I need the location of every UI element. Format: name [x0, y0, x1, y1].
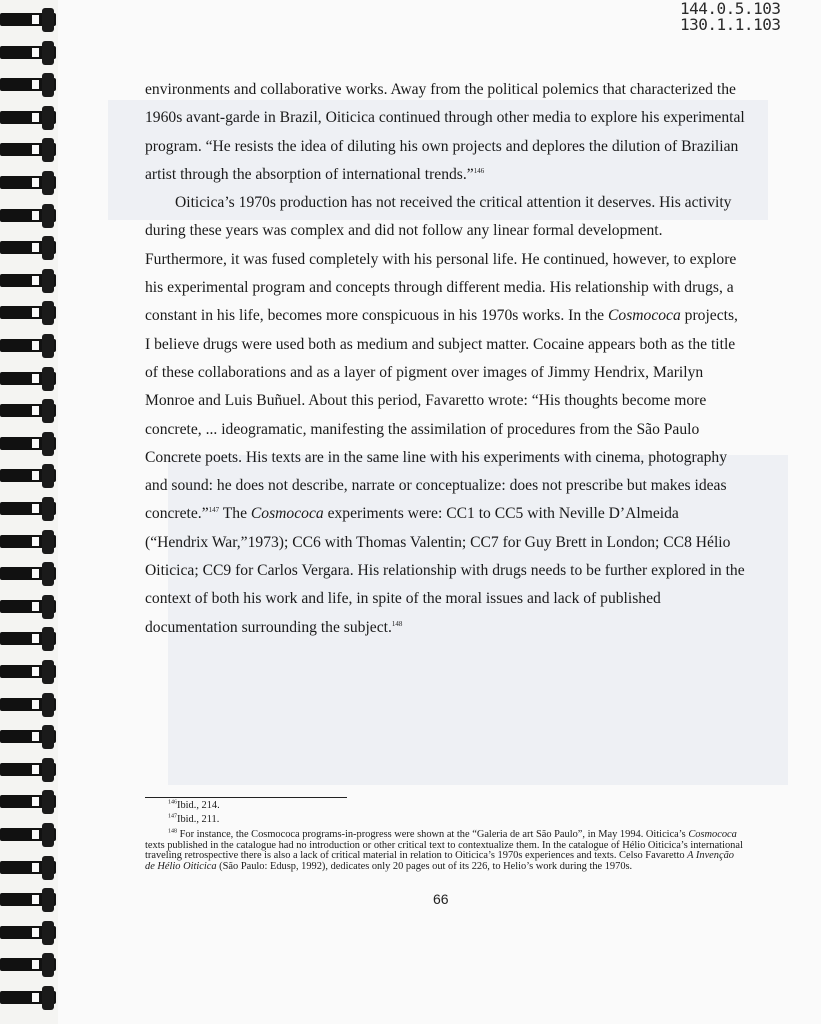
binding-ring — [0, 204, 62, 226]
binding-ring — [0, 660, 62, 682]
accession-number — [680, 1, 780, 33]
binding-ring — [0, 73, 62, 95]
binding-ring — [0, 106, 62, 128]
binding-ring — [0, 41, 62, 63]
binding-ring — [0, 856, 62, 878]
binding-ring — [0, 236, 62, 258]
footnote-148: $^{148}$ For instance, the Cosmococa programs-in-progress were shown at the “Galeria de art São Paulo”, in May 1994. Oiticica’s Cosmococa texts published in the catalogue had no introduction or other critical text to contextualize them. In the catalogue of Hélio Oiticica’s international traveling retrospective there is also a lack of critical material in relation to Oiticica’s 1970s experiences and texts. Celso Favaretto A Invenção de Hélio Oiticica (São Paulo: Edusp, 1992), dedicates only 20 pages out of its 226, to Helio’s work during the 1970s. — [145, 828, 743, 872]
binding-ring — [0, 530, 62, 552]
footnote-ref: 148 — [391, 619, 403, 628]
accession-line-2: 130.1.1.103 — [680, 15, 781, 34]
binding-ring — [0, 138, 62, 160]
binding-ring — [0, 301, 62, 323]
binding-ring — [0, 432, 62, 454]
binding-ring — [0, 953, 62, 975]
footnote-ref: 147 — [208, 506, 220, 515]
binding-ring — [0, 334, 62, 356]
binding-ring — [0, 790, 62, 812]
body-text — [145, 76, 745, 642]
binding-ring — [0, 399, 62, 421]
footnote-divider — [145, 797, 347, 798]
paragraph-2: Oiticica’s 1970s production has not received the critical attention it deserves. His activity during these years was complex and did not follow any linear formal development. Furthermore, it was fused completely with his personal life. He continued, however, to explore his experimental program and concepts through different media. His relationship with drugs, a constant in his life, becomes more conspicuous in his 1970s works. In the Cosmococa projects, I believe drugs were used both as medium and subject matter. Cocaine appears both as the title of these collaborations and as a layer of pigment over images of Jimmy Hendrix, Marilyn Monroe and Luis Buñuel. About this period, Favaretto wrote: “His thoughts become more concrete, ... ideogramatic, manifesting the assimilation of procedures from the São Paulo Concrete poets. His texts are in the same line with his experiments with cinema, photography and sound: he does not describe, narrate or conceptualize: does not prescribe but makes ideas concrete.”$^{147}$ The Cosmococa experiments were: CC1 to CC5 with Neville D’Almeida (“Hendrix War,”1973); CC6 with Thomas Valentin; CC7 for Guy Brett in London; CC8 Hélio Oiticica; CC9 for Carlos Vergara. His relationship with drugs needs to be further explored in the context of both his work and life, in spite of the moral issues and lack of published documentation surrounding the subject.$^{148}$ — [145, 194, 745, 636]
spiral-binding — [0, 0, 58, 1024]
page-number: 66 — [433, 891, 449, 907]
binding-ring — [0, 627, 62, 649]
binding-ring — [0, 758, 62, 780]
binding-ring — [0, 823, 62, 845]
accession-line-1: 144.0.5.103 — [680, 0, 781, 18]
paragraph-1: environments and collaborative works. Away from the political polemics that characterized the 1960s avant-garde in Brazil, Oiticica continued through other media to explore his experimental program. “He resists the idea of diluting his own projects and deplores the dilution of Brazilian artist through the absorption of international trends.”$^{146}$ — [145, 81, 745, 183]
binding-ring — [0, 8, 62, 30]
binding-ring — [0, 921, 62, 943]
footnote-146: $^{146}$Ibid., 214. — [168, 799, 220, 811]
footnote-147: $^{147}$Ibid., 211. — [168, 813, 220, 825]
binding-ring — [0, 171, 62, 193]
binding-ring — [0, 464, 62, 486]
binding-ring — [0, 367, 62, 389]
footnote-ref: 146 — [473, 166, 485, 175]
binding-ring — [0, 725, 62, 747]
binding-ring — [0, 595, 62, 617]
binding-ring — [0, 986, 62, 1008]
binding-ring — [0, 562, 62, 584]
binding-ring — [0, 497, 62, 519]
binding-ring — [0, 693, 62, 715]
binding-ring — [0, 888, 62, 910]
binding-ring — [0, 269, 62, 291]
